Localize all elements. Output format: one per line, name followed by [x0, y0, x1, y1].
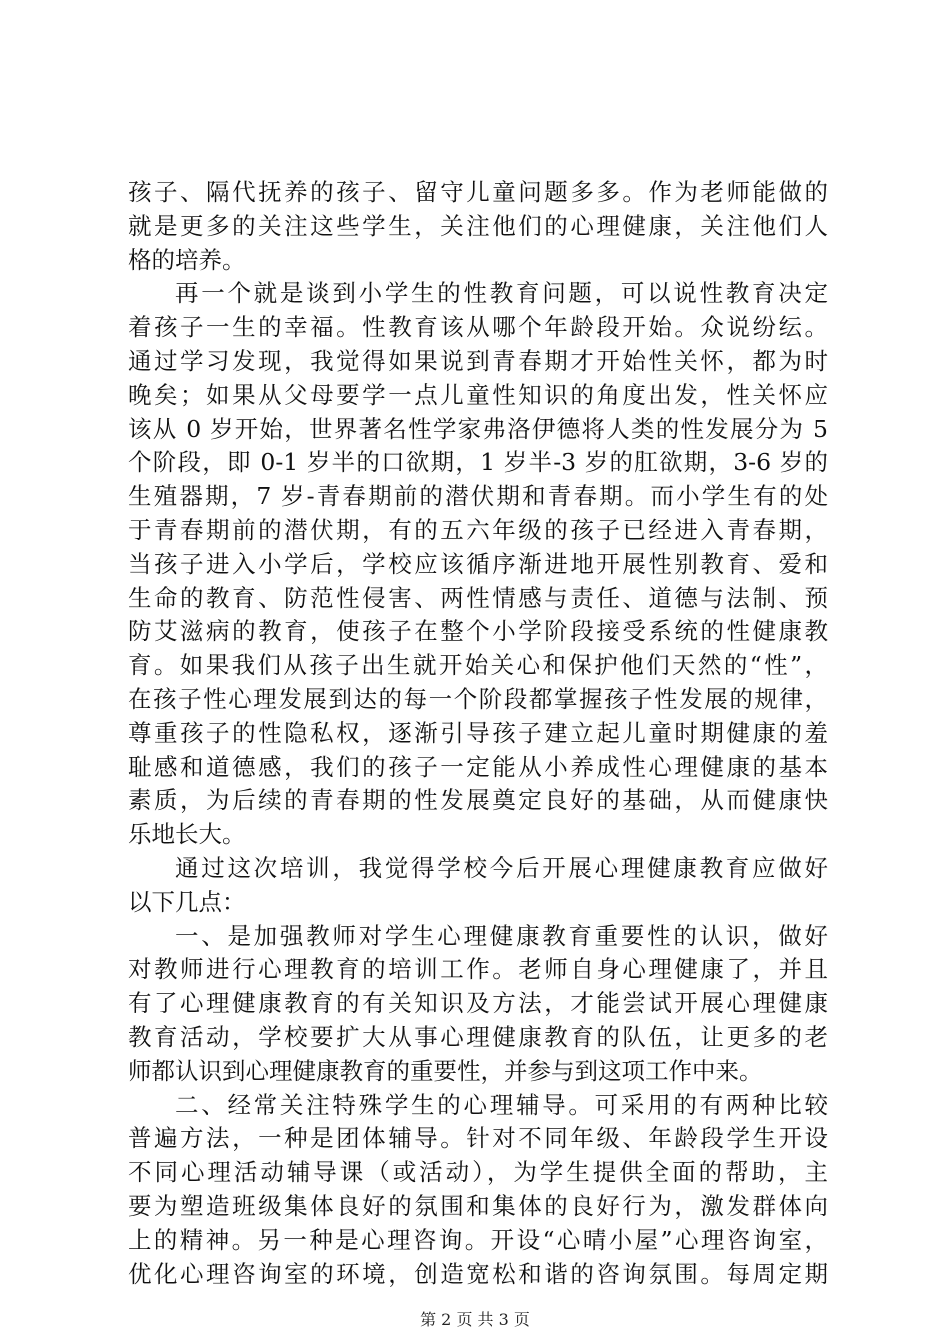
text-line: 当孩子进入小学后，学校应该循序渐进地开展性别教育、爱和: [128, 549, 828, 578]
text-line: 要为塑造班级集体良好的氛围和集体的良好行为，激发群体向: [128, 1191, 828, 1220]
text-line: 普遍方法，一种是团体辅导。针对不同年级、年龄段学生开设: [128, 1124, 828, 1153]
text-line: 通过学习发现，我觉得如果说到青春期才开始性关怀，都为时: [128, 346, 828, 375]
text-line: 晚矣；如果从父母要学一点儿童性知识的角度出发，性关怀应: [128, 380, 828, 409]
document-body: [128, 176, 828, 1291]
text-line: 育。如果我们从孩子出生就开始关心和保护他们天然的“性”，: [128, 651, 828, 680]
page-number-footer: 第 2 页 共 3 页: [420, 1310, 530, 1329]
text-line: 格的培养。: [128, 245, 246, 274]
text-line: 就是更多的关注这些学生，关注他们的心理健康，关注他们人: [128, 211, 828, 240]
text-line: 上的精神。另一种是心理咨询。开设“心晴小屋”心理咨询室，: [128, 1225, 828, 1254]
text-line: 着孩子一生的幸福。性教育该从哪个年龄段开始。众说纷纭。: [128, 313, 828, 342]
text-line: 一、是加强教师对学生心理健康教育重要性的认识，做好: [175, 921, 828, 950]
text-line: 生殖器期，7 岁-青春期前的潜伏期和青春期。而小学生有的处: [128, 482, 828, 511]
text-line: 再一个就是谈到小学生的性教育问题，可以说性教育决定: [175, 279, 828, 308]
text-line: 该从 0 岁开始，世界著名性学家弗洛伊德将人类的性发展分为 5: [128, 414, 828, 443]
text-line: 通过这次培训，我觉得学校今后开展心理健康教育应做好: [175, 853, 828, 882]
text-line: 教育活动，学校要扩大从事心理健康教育的队伍，让更多的老: [128, 1022, 828, 1051]
text-line: 师都认识到心理健康教育的重要性，并参与到这项工作中来。: [128, 1056, 763, 1085]
text-line: 有了心理健康教育的有关知识及方法，才能尝试开展心理健康: [128, 989, 828, 1018]
text-line: 生命的教育、防范性侵害、两性情感与责任、道德与法制、预: [128, 583, 828, 612]
text-line: 不同心理活动辅导课（或活动），为学生提供全面的帮助，主: [128, 1158, 828, 1187]
text-line: 防艾滋病的教育，使孩子在整个小学阶段接受系统的性健康教: [128, 617, 828, 646]
text-line: 孩子、隔代抚养的孩子、留守儿童问题多多。作为老师能做的: [128, 178, 828, 206]
text-line: 以下几点：: [128, 887, 246, 916]
text-line: 优化心理咨询室的环境，创造宽松和谐的咨询氛围。每周定期: [128, 1259, 828, 1288]
text-line: 尊重孩子的性隐私权，逐渐引导孩子建立起儿童时期健康的羞: [128, 718, 828, 747]
text-line: 耻感和道德感，我们的孩子一定能从小养成性心理健康的基本: [128, 752, 828, 781]
text-line: 素质，为后续的青春期的性发展奠定良好的基础，从而健康快: [128, 786, 828, 815]
text-line: 二、经常关注特殊学生的心理辅导。可采用的有两种比较: [175, 1090, 828, 1119]
text-line: 个阶段，即 0-1 岁半的口欲期，1 岁半-3 岁的肛欲期，3-6 岁的: [128, 448, 828, 477]
text-line: 对教师进行心理教育的培训工作。老师自身心理健康了，并且: [128, 955, 828, 984]
text-line: 乐地长大。: [128, 820, 246, 849]
text-line: 于青春期前的潜伏期，有的五六年级的孩子已经进入青春期，: [128, 515, 828, 544]
text-line: 在孩子性心理发展到达的每一个阶段都掌握孩子性发展的规律，: [128, 684, 828, 713]
